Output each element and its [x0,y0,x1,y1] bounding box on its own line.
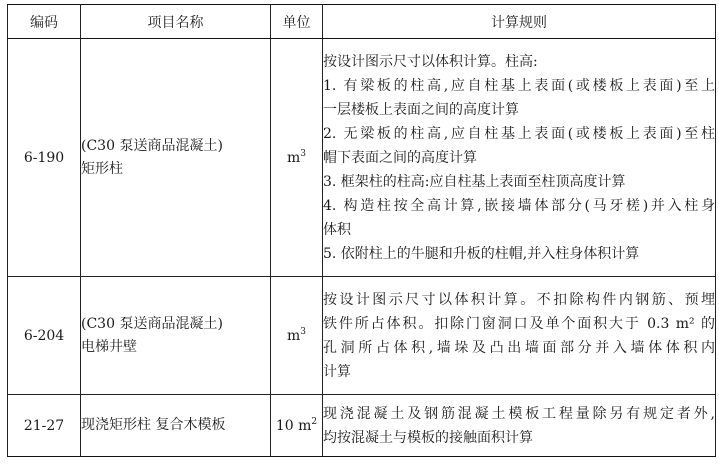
header-rule: 计算规则 [323,5,716,39]
rule-line: 帽下表面之间的高度计算 [323,149,477,166]
item-name [81,277,271,395]
rule-line: 2. 无梁板的柱高,应自柱基上表面(或楼板上表面)至柱 [323,125,715,142]
item-unit [271,277,323,395]
rule-line: 3. 框架柱的柱高:应自柱基上表面至柱顶高度计算 [323,173,626,190]
header-code: 编码 [8,5,81,39]
unit-base: m [286,327,301,344]
item-name-tail: 电梯井壁 [81,338,137,355]
item-rule [323,395,716,457]
item-name-spec: 现浇矩形柱 复合木模板 [81,417,226,433]
unit-base: m [286,149,301,166]
rule-line: 铁件所占体积。扣除门窗洞口及单个面积大于 0.3 m² 的 [323,315,715,332]
rule-line: 计算 [323,363,351,380]
rule-line: 按设计图示尺寸以体积计算。柱高: [323,53,538,70]
rule-line: 现浇混凝土及钢筋混凝土模板工程量除另有规定者外, [323,405,715,422]
header-row [8,5,716,39]
item-rule [323,39,716,277]
rule-line: 一层楼板上表面之间的高度计算 [323,101,519,118]
item-name-tail: 矩形柱 [81,160,123,177]
calculation-rules-table [7,4,716,457]
item-name [81,39,271,277]
rule-line: 1. 有梁板的柱高,应自柱基上表面(或楼板上表面)至上 [323,77,715,94]
rule-line: 按设计图示尺寸以体积计算。不扣除构件内钢筋、预埋 [323,291,715,308]
rule-line: 孔洞所占体积,墙垛及凸出墙面部分并入墙体体积内 [323,339,715,356]
table-row [8,277,716,395]
item-name-spec: (C30 泵送商品混凝土) [81,137,223,154]
item-code: 6-204 [8,277,81,395]
item-unit [271,39,323,277]
item-rule [323,277,716,395]
rule-line: 体积 [323,221,351,238]
unit-exponent: 3 [300,326,306,337]
table-row [8,395,716,457]
item-name [81,395,271,457]
item-code: 6-190 [8,39,81,277]
item-name-spec: (C30 泵送商品混凝土) [81,315,223,332]
header-name: 项目名称 [81,5,271,39]
header-unit: 单位 [271,5,323,39]
rule-line: 5. 依附柱上的牛腿和升板的柱帽,并入柱身体积计算 [323,245,640,262]
table-row [8,39,716,277]
rule-line: 均按混凝土与模板的接触面积计算 [323,429,533,446]
item-code: 21-27 [8,395,81,457]
rule-line: 4. 构造柱按全高计算,嵌接墙体部分(马牙槎)并入柱身 [323,197,715,214]
unit-exponent: 3 [300,148,306,159]
unit-exponent: 2 [311,416,318,427]
unit-base: 10 m [275,417,312,434]
item-unit [271,395,323,457]
